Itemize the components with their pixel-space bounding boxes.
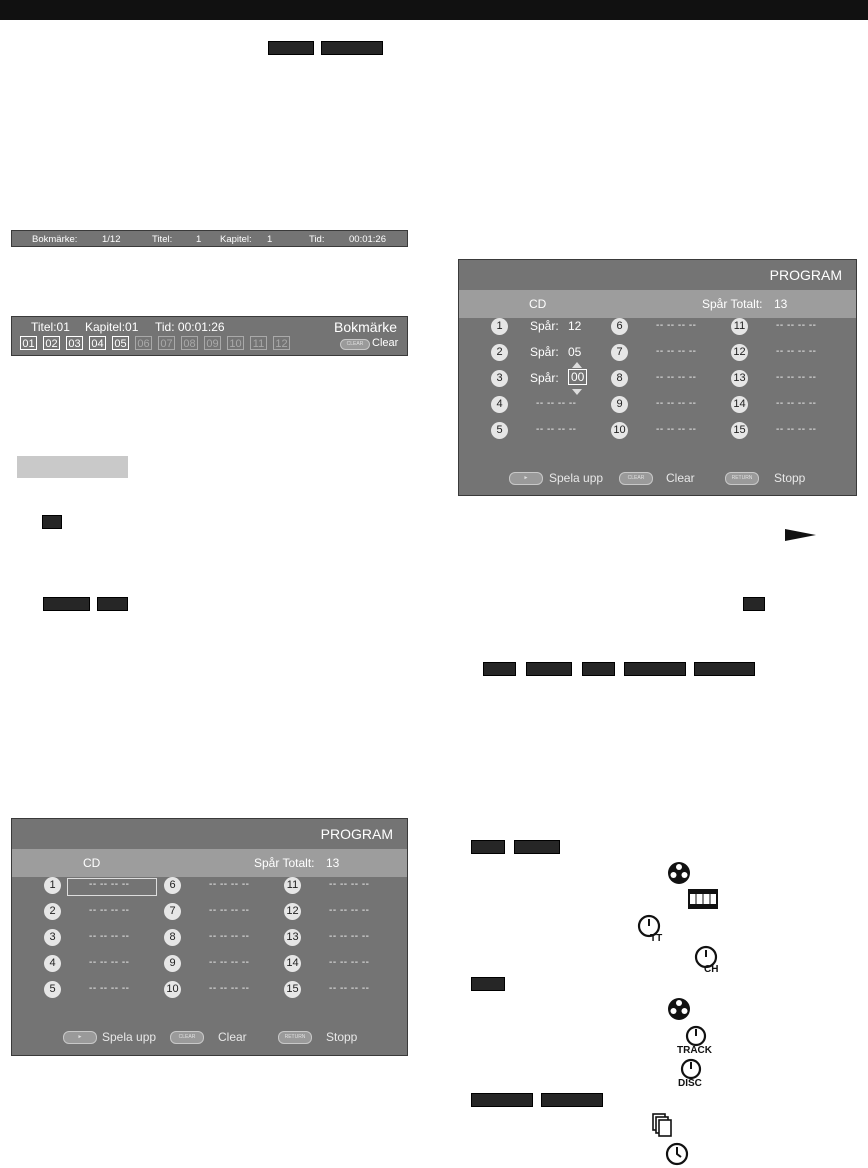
format-badge <box>42 515 62 529</box>
program-slot-value: -- -- -- -- <box>536 424 577 435</box>
track-value: 05 <box>568 345 582 359</box>
program-slot-value: -- -- -- -- <box>329 931 370 942</box>
format-badge <box>471 840 505 854</box>
program-slot-value: -- -- -- -- <box>656 372 697 383</box>
bookmark-slot[interactable]: 02 <box>43 336 60 350</box>
format-badge <box>624 662 686 676</box>
program-slot-value: -- -- -- -- <box>656 398 697 409</box>
bookmark-time: Tid: 00:01:26 <box>155 320 225 334</box>
bookmark-slot[interactable]: 05 <box>112 336 129 350</box>
return-button[interactable]: RETURN <box>278 1031 312 1044</box>
program-slot-value: -- -- -- -- <box>656 320 697 331</box>
program-slot-value: -- -- -- -- <box>656 346 697 357</box>
bookmark-value: 1/12 <box>102 234 121 245</box>
program-slot-value: -- -- -- -- <box>776 424 817 435</box>
program-slot-number: 8 <box>164 929 181 946</box>
program-slot-number: 5 <box>44 981 61 998</box>
svg-text:TRACK: TRACK <box>677 1045 712 1055</box>
program-slot-number: 12 <box>284 903 301 920</box>
clear-button[interactable]: CLEAR <box>170 1031 204 1044</box>
program-slot-number: 13 <box>731 370 748 387</box>
program-slot-value: -- -- -- -- <box>209 957 250 968</box>
program-slot-number: 14 <box>731 396 748 413</box>
format-badge <box>471 977 505 991</box>
program-slot-number: 4 <box>44 955 61 972</box>
film-reel-icon <box>667 997 691 1021</box>
play-label: Spela upp <box>102 1030 157 1044</box>
track-label: Spår: <box>530 345 559 359</box>
source-label: CD <box>83 856 101 870</box>
bookmark-chapter: Kapitel:01 <box>85 320 139 334</box>
program-slot-value: -- -- -- -- <box>329 983 370 994</box>
program-slot-number: 1 <box>44 877 61 894</box>
program-slot-number: 2 <box>44 903 61 920</box>
format-badge <box>582 662 615 676</box>
bookmark-slot[interactable]: 08 <box>181 336 198 350</box>
time-value: 00:01:26 <box>349 234 386 245</box>
program-slot-number: 4 <box>491 396 508 413</box>
clear-label: Clear <box>666 471 695 485</box>
bookmark-label: Bokmärke: <box>32 234 78 245</box>
program-slot-value: -- -- -- -- <box>89 931 130 942</box>
program-slot-value: -- -- -- -- <box>89 905 130 916</box>
time-label: Tid: <box>309 234 325 245</box>
format-badge <box>541 1093 603 1107</box>
program-slot-value: -- -- -- -- <box>656 424 697 435</box>
program-slot-number: 11 <box>284 877 301 894</box>
play-button[interactable]: ► <box>509 472 543 485</box>
format-badge <box>471 1093 533 1107</box>
bookmark-slot[interactable]: 12 <box>273 336 290 350</box>
program-slot-value: -- -- -- -- <box>209 879 250 890</box>
total-label: Spår Totalt: <box>702 297 763 311</box>
program-slot-value: -- -- -- -- <box>329 879 370 890</box>
program-screen <box>458 259 857 496</box>
format-badge <box>483 662 516 676</box>
bookmark-panel <box>11 316 408 356</box>
source-label: CD <box>529 297 547 311</box>
stop-label: Stopp <box>326 1030 358 1044</box>
bookmark-title: Titel:01 <box>31 320 70 334</box>
program-slot-number: 5 <box>491 422 508 439</box>
program-slot-number: 15 <box>731 422 748 439</box>
program-slot-number: 8 <box>611 370 628 387</box>
play-button[interactable]: ► <box>63 1031 97 1044</box>
chapter-label: Kapitel: <box>220 234 252 245</box>
program-slot-number: 9 <box>611 396 628 413</box>
bookmark-slot[interactable]: 11 <box>250 336 267 350</box>
program-slot-value: -- -- -- -- <box>776 346 817 357</box>
program-slot-number: 11 <box>731 318 748 335</box>
svg-text:CH: CH <box>704 964 719 975</box>
svg-text:DISC: DISC <box>678 1078 702 1088</box>
clear-label: Clear <box>372 337 399 349</box>
chapter-value: 1 <box>267 234 273 245</box>
format-badge <box>526 662 572 676</box>
arrow-down-icon[interactable] <box>572 389 582 395</box>
program-slot-number: 2 <box>491 344 508 361</box>
program-slot-value: -- -- -- -- <box>209 983 250 994</box>
bookmark-slot[interactable]: 07 <box>158 336 175 350</box>
bookmark-slot[interactable]: 09 <box>204 336 221 350</box>
program-slot-number: 10 <box>611 422 628 439</box>
program-slot-value: -- -- -- -- <box>209 931 250 942</box>
track-value: 12 <box>568 319 582 333</box>
bookmark-slot[interactable]: 01 <box>20 336 37 350</box>
track-input[interactable]: 00 <box>568 369 587 385</box>
arrow-up-icon[interactable] <box>572 362 582 368</box>
program-slot-number: 14 <box>284 955 301 972</box>
bookmark-slot[interactable]: 03 <box>66 336 83 350</box>
format-badge <box>97 597 128 611</box>
clock-title-icon <box>636 914 666 944</box>
program-slot-value: -- -- -- -- <box>89 879 130 890</box>
page-header-bar <box>0 0 868 20</box>
program-title: PROGRAM <box>769 267 842 283</box>
program-screen <box>11 818 408 1056</box>
title-label: Titel: <box>152 234 173 245</box>
program-slot-number: 13 <box>284 929 301 946</box>
program-slot-value: -- -- -- -- <box>536 398 577 409</box>
total-label: Spår Totalt: <box>254 856 315 870</box>
clear-button[interactable]: CLEAR <box>340 339 370 350</box>
clock-icon <box>665 1142 689 1166</box>
program-slot-value: -- -- -- -- <box>776 398 817 409</box>
program-slot-number: 6 <box>164 877 181 894</box>
return-button[interactable]: RETURN <box>725 472 759 485</box>
program-slot-number: 7 <box>611 344 628 361</box>
format-badge <box>514 840 560 854</box>
film-reel-icon <box>667 861 691 885</box>
svg-text:TT: TT <box>650 933 663 944</box>
format-badge <box>268 41 314 55</box>
clock-chapter-icon <box>692 945 726 975</box>
bookmark-heading: Bokmärke <box>334 319 398 335</box>
program-slot-value: -- -- -- -- <box>776 320 817 331</box>
clock-disc-icon <box>676 1058 710 1088</box>
program-slot-number: 9 <box>164 955 181 972</box>
format-badge <box>43 597 90 611</box>
play-arrow-icon <box>785 528 817 542</box>
program-slot-value: -- -- -- -- <box>329 905 370 916</box>
program-slot-number: 12 <box>731 344 748 361</box>
clock-track-icon <box>676 1025 716 1055</box>
program-slot-number: 7 <box>164 903 181 920</box>
format-badge <box>694 662 755 676</box>
program-slot-number: 1 <box>491 318 508 335</box>
total-value: 13 <box>326 856 340 870</box>
program-slot-value: -- -- -- -- <box>89 957 130 968</box>
format-badge <box>321 41 383 55</box>
play-label: Spela upp <box>549 471 604 485</box>
program-slot-number: 6 <box>611 318 628 335</box>
clear-label: Clear <box>218 1030 247 1044</box>
film-strip-icon <box>688 889 718 909</box>
program-slot-value: -- -- -- -- <box>329 957 370 968</box>
bookmark-slot[interactable]: 04 <box>89 336 106 350</box>
program-slot-value: -- -- -- -- <box>776 372 817 383</box>
program-slot-number: 15 <box>284 981 301 998</box>
title-value: 1 <box>196 234 202 245</box>
section-label-box <box>17 456 128 478</box>
track-label: Spår: <box>530 319 559 333</box>
total-value: 13 <box>774 297 788 311</box>
stop-label: Stopp <box>774 471 806 485</box>
program-title: PROGRAM <box>320 826 393 842</box>
bookmark-slot[interactable]: 10 <box>227 336 244 350</box>
pages-icon <box>651 1112 673 1138</box>
program-slot-value: -- -- -- -- <box>89 983 130 994</box>
format-badge <box>743 597 765 611</box>
program-slot-number: 3 <box>491 370 508 387</box>
program-slot-number: 10 <box>164 981 181 998</box>
program-slot-value: -- -- -- -- <box>209 905 250 916</box>
track-label: Spår: <box>530 371 559 385</box>
program-slot-number: 3 <box>44 929 61 946</box>
clear-button[interactable]: CLEAR <box>619 472 653 485</box>
bookmark-slot[interactable]: 06 <box>135 336 152 350</box>
bookmark-status-bar <box>11 230 408 247</box>
